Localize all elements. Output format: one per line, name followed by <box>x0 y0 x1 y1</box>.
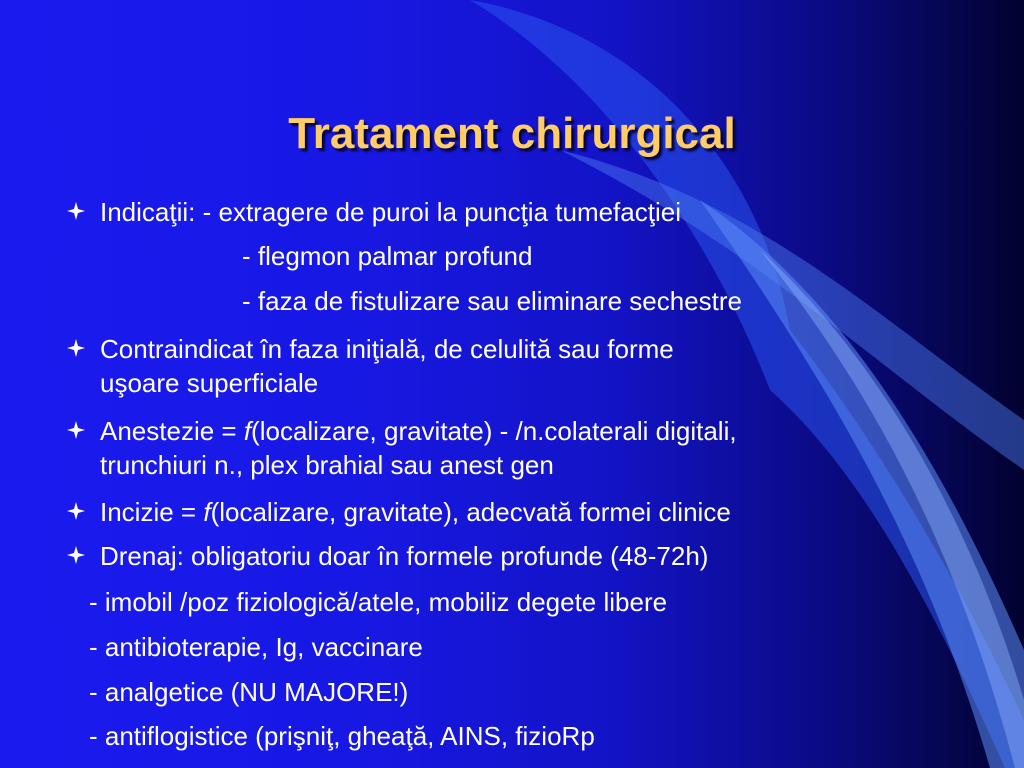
slide-title: Tratament chirurgical <box>288 109 736 158</box>
bullet-4-rest: (localizare, gravitate), adecvată formei clinice <box>210 497 731 527</box>
bullet-3-line-1 <box>100 415 737 447</box>
bullet-4-function-symbol: f <box>203 497 211 527</box>
bullet-1-line-3: - faza de fistulizare sau eliminare sechestre <box>242 286 743 316</box>
bullet-2-line-2: uşoare superficiale <box>100 368 319 398</box>
bullet-5-subline-2: - antibioterapie, Ig, vaccinare <box>89 632 423 662</box>
bullet-2-line-1: Contraindicat în faza iniţială, de celulită sau forme <box>100 334 674 364</box>
bullet-icon <box>66 420 86 440</box>
bullet-1-line-2: - flegmon palmar profund <box>242 241 533 271</box>
bullet-icon <box>66 338 86 358</box>
bullet-5-subline-1: - imobil /poz fiziologică/atele, mobiliz degete libere <box>89 587 668 617</box>
bullet-5-subline-4: - antiflogistice (prişniţ, gheaţă, AINS, fizioRp <box>89 721 595 751</box>
bullet-4-prefix: Incizie = <box>100 497 204 527</box>
bullet-4-line-1 <box>100 496 731 528</box>
bullet-icon <box>66 545 86 565</box>
bullet-icon <box>66 501 86 521</box>
bullet-5-line-1: Drenaj: obligatoriu doar în formele profunde (48-72h) <box>100 541 709 571</box>
bullet-3-prefix: Anestezie = <box>100 416 244 446</box>
bullet-5-subline-3: - analgetice (NU MAJORE!) <box>89 677 409 707</box>
bullet-3-rest: (localizare, gravitate) - /n.colaterali digitali, <box>251 416 737 446</box>
bullet-1-line-1: Indicaţii: - extragere de puroi la puncţia tumefacţiei <box>100 197 681 227</box>
bullet-3-line-2: trunchiuri n., plex brahial sau anest gen <box>100 450 554 480</box>
bullet-3-function-symbol: f <box>243 416 252 446</box>
bullet-icon <box>66 201 86 221</box>
